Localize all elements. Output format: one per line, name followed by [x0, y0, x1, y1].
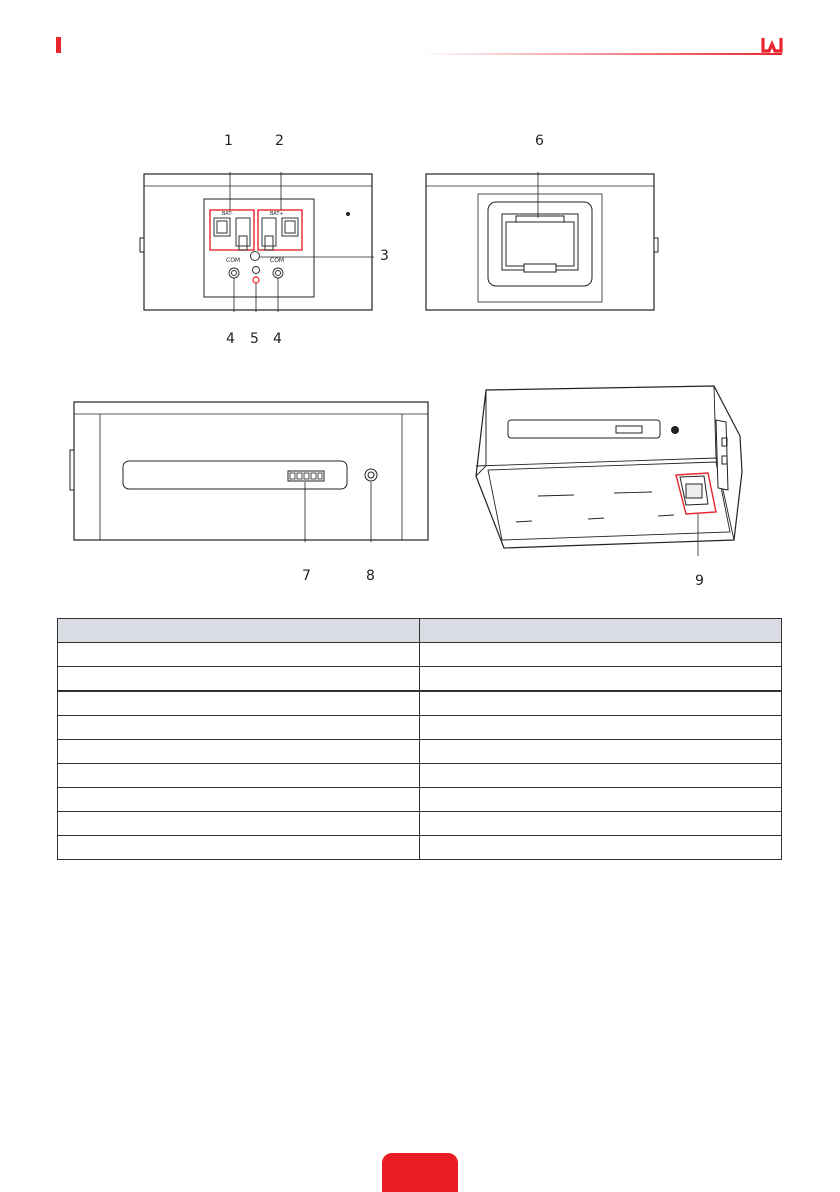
header-accent-bar	[56, 37, 61, 53]
table-cell	[420, 764, 782, 788]
table-cell	[58, 667, 420, 692]
isometric-bottom-drawing	[464, 380, 750, 556]
table-cell	[420, 643, 782, 667]
table-cell	[58, 836, 420, 860]
bat-plus-label: BAT+	[270, 211, 284, 217]
com-port-label: COM	[226, 257, 241, 264]
table-cell	[58, 691, 420, 716]
bat-minus-label: BAT-	[222, 211, 233, 217]
table-header-row	[58, 619, 782, 643]
callout-4a: 4	[226, 331, 235, 347]
side-view-drawing	[68, 400, 432, 542]
callout-4b: 4	[273, 331, 282, 347]
table-row	[58, 764, 782, 788]
callout-6: 6	[535, 133, 544, 149]
header-divider-line	[420, 53, 782, 55]
table-header-cell	[58, 619, 420, 643]
table-row	[58, 691, 782, 716]
callout-2: 2	[275, 133, 284, 149]
front-panel-drawing	[138, 172, 378, 312]
table-cell	[58, 740, 420, 764]
callout-1: 1	[224, 133, 233, 149]
table-header-cell	[420, 619, 782, 643]
table-cell	[420, 788, 782, 812]
component-table	[57, 618, 782, 860]
brand-logo-icon	[760, 36, 784, 54]
callout-7: 7	[302, 568, 311, 584]
table-cell	[420, 812, 782, 836]
callout-8: 8	[366, 568, 375, 584]
table-cell	[58, 643, 420, 667]
table-cell	[420, 740, 782, 764]
table-row	[58, 716, 782, 740]
table-cell	[58, 716, 420, 740]
table-cell	[420, 667, 782, 692]
table-cell	[420, 691, 782, 716]
callout-5: 5	[250, 331, 259, 347]
callout-3: 3	[380, 248, 389, 264]
table-row	[58, 740, 782, 764]
table-cell	[420, 716, 782, 740]
callout-9: 9	[695, 573, 704, 589]
table-cell	[58, 788, 420, 812]
com-port-label-right: COM	[270, 257, 285, 264]
table-row	[58, 643, 782, 667]
table-row	[58, 836, 782, 860]
page-number-tab	[382, 1153, 458, 1192]
table-row	[58, 812, 782, 836]
table-row	[58, 788, 782, 812]
table-cell	[420, 836, 782, 860]
table-cell	[58, 812, 420, 836]
table-row	[58, 667, 782, 692]
back-panel-drawing	[420, 172, 660, 312]
table-cell	[58, 764, 420, 788]
